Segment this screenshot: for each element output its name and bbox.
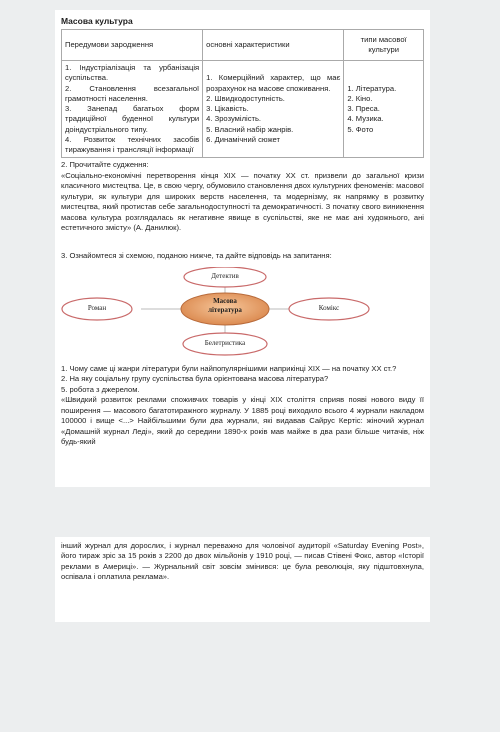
scheme-label-left: Роман	[87, 304, 107, 312]
worksheet-page-1	[55, 10, 430, 487]
scheme-graphics	[61, 267, 424, 362]
question-2: 2. На яку соціальну групу суспільства була орієнтована масова література?	[61, 374, 329, 384]
scheme-label-top: Детектив	[211, 272, 239, 280]
table-row	[62, 61, 424, 158]
genre-scheme-diagram	[61, 267, 424, 362]
list-item: 2. Швидкодоступність.	[206, 93, 285, 103]
task2-heading: 2. Прочитайте судження:	[61, 160, 149, 170]
list-item: 4. Розвиток технічних засобів тиражування і трансляції інформації	[65, 134, 200, 154]
task3-heading: 3. Ознайомтеся зі схемою, поданою нижче, та дайте відповідь на запитання:	[61, 250, 332, 260]
list-item: 1. Література.	[347, 83, 397, 93]
source-text-part1: «Швидкий розвиток реклами споживчих товарів у кінці XIX століття сприяв появі нового виду її поширення — масового багатотиражного журналу. У 1885 році виходило всього 4 журнали накладом 100000 і вище <...> Найбільшими були два журнали, які видавав Сайрус Кертіс: жіночий журнал «Домашній журнал Леді», який до середини 1890-х років мав майже в два рази більше читачів, ніж будь-який	[61, 395, 424, 447]
header-prerequisites: Передумови зародження	[62, 30, 203, 61]
list-item: 1. Комерційний характер, що має розрахунок на масове споживання.	[206, 73, 341, 93]
section-title: Масова культура	[61, 16, 133, 26]
list-item: 6. Динамічний сюжет	[206, 134, 281, 144]
scheme-label-bottom: Белетристика	[204, 339, 246, 347]
source-text-part2: інший журнал для дорослих, і журнал переважно для чоловічої аудиторії «Saturday Evening Post», його тираж зріс за 15 років з 2200 до двох мільйонів у 1910 році, — писав Стівені Фокс, автор «Історії реклами в Америці». — Журнальний світ зовсім змінився: це була революція, яку підштовхнула, оспівала і оплатила рекламa».	[61, 541, 424, 582]
list-item: 5. Фото	[347, 124, 374, 134]
mass-culture-table	[61, 29, 424, 158]
cell-types	[344, 61, 424, 158]
header-types: типи масової культури	[344, 30, 424, 61]
scheme-label-right: Комікс	[318, 304, 340, 312]
task2-quote: «Соціально-економічні перетворення кінця XIX — початку XX ст. призвели до загальної кризи класичного мистецтва. Це, в свою чергу, обумовило становлення двох культурних феноменів: масової культури, як культури для широких верств населення, та модернізму, як напрямку в розвитку мистецтва, який протистав себе загальнодоступності та демократичності. З початку свого виникнення масова культура розглядалась як негативне явище в суспільстві, яке не має ані художнього, ані естетичного змісту» (А. Данилюк).	[61, 170, 424, 233]
table-header-row	[62, 30, 424, 61]
list-item: 3. Цікавість.	[206, 104, 249, 113]
list-item: 4. Зрозумілість.	[206, 114, 262, 124]
list-item: 3. Занепад багатьох форм традиційної буденної культури доіндустріального типу.	[65, 104, 200, 134]
scheme-label-center: Масова література	[208, 297, 242, 314]
worksheet-page-2	[55, 537, 430, 622]
task5-heading: 5. робота з джерелом.	[61, 384, 140, 394]
question-1: 1. Чому саме ці жанри літератури були найпопулярнішими наприкінці XIX — на початку XX ст.?	[61, 364, 397, 373]
list-item: 1. Індустріалізація та урбанізація суспільства.	[65, 63, 200, 83]
list-item: 2. Становлення всезагальної грамотності населення.	[65, 83, 200, 103]
list-item: 2. Кіно.	[347, 93, 373, 103]
cell-characteristics	[203, 61, 344, 158]
cell-prerequisites	[62, 61, 203, 158]
header-characteristics: основні характеристики	[203, 30, 344, 61]
list-item: 5. Власний набір жанрів.	[206, 124, 294, 134]
list-item: 3. Преса.	[347, 104, 380, 113]
list-item: 4. Музика.	[347, 114, 384, 124]
